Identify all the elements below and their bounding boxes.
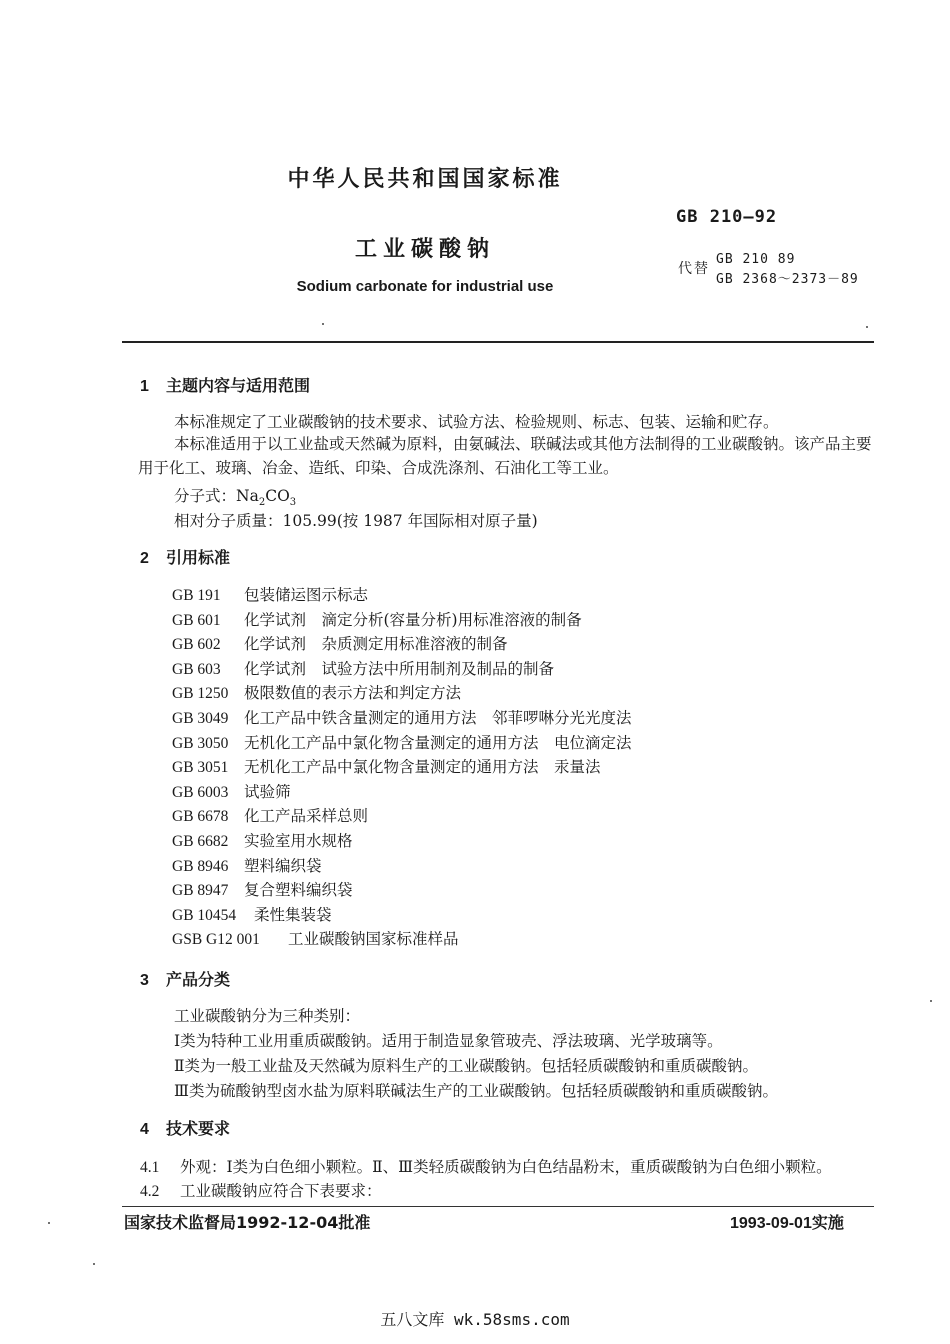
category-1: Ⅰ类为特种工业用重质碳酸钠。适用于制造显象管玻壳、浮法玻璃、光学玻璃等。 bbox=[174, 1032, 723, 1050]
reference-item bbox=[172, 927, 459, 949]
section-4-heading bbox=[140, 1116, 230, 1139]
formula-label: 分子式： bbox=[174, 487, 237, 505]
item-number: 4.1 bbox=[140, 1159, 160, 1176]
scan-speck bbox=[322, 323, 324, 325]
item-number: 4.2 bbox=[140, 1183, 160, 1200]
section-number: 3 bbox=[140, 972, 149, 989]
reference-title: 极限数值的表示方法和判定方法 bbox=[244, 684, 462, 703]
section-2-heading bbox=[140, 545, 230, 568]
reference-item bbox=[172, 780, 291, 802]
watermark: 五八文库 wk.58sms.com bbox=[380, 1310, 570, 1329]
replaced-standard-2: GB 2368～2373－89 bbox=[716, 272, 859, 287]
reference-title: 化工产品中铁含量测定的通用方法 邻菲啰啉分光光度法 bbox=[244, 709, 632, 727]
molecular-formula bbox=[174, 484, 296, 508]
reference-code: GB 8946 bbox=[172, 857, 229, 875]
reference-item bbox=[172, 608, 582, 630]
section-title: 技术要求 bbox=[166, 1119, 231, 1138]
approval-line: 国家技术监督局1992-12-04批准 bbox=[124, 1213, 371, 1232]
formula-sub-2: 2 bbox=[258, 497, 266, 509]
section-number: 2 bbox=[140, 550, 149, 567]
reference-title: 化工产品采样总则 bbox=[244, 807, 369, 826]
reference-item bbox=[172, 657, 554, 679]
header-divider bbox=[122, 341, 874, 343]
section-1-paragraph-1: 本标准规定了工业碳酸钠的技术要求、试验方法、检验规则、标志、包装、运输和贮存。 bbox=[174, 413, 779, 431]
reference-item bbox=[172, 804, 368, 826]
reference-item bbox=[172, 903, 332, 925]
reference-code: GB 3049 bbox=[172, 710, 229, 727]
section-title: 产品分类 bbox=[166, 970, 231, 989]
reference-title: 包装储运图示标志 bbox=[244, 586, 369, 604]
reference-item bbox=[172, 854, 322, 876]
effective-date: 1993-09-01实施 bbox=[730, 1215, 844, 1232]
item-text: 外观：Ⅰ类为白色细小颗粒。Ⅱ、Ⅲ类轻质碳酸钠为白色结晶粉末，重质碳酸钠为白色细小颗粒。 bbox=[180, 1158, 832, 1176]
item-text: 工业碳酸钠应符合下表要求： bbox=[180, 1182, 382, 1200]
scan-speck bbox=[930, 1000, 932, 1002]
replaced-standard-1: GB 210 89 bbox=[716, 252, 796, 267]
scan-speck bbox=[866, 326, 868, 328]
reference-code: GB 3050 bbox=[172, 734, 229, 752]
reference-item bbox=[172, 878, 353, 900]
formula-sub-3: 3 bbox=[289, 497, 297, 509]
section-1-heading bbox=[140, 373, 310, 396]
section-3-intro: 工业碳酸钠分为三种类别： bbox=[174, 1007, 361, 1025]
reference-code: GB 6682 bbox=[172, 833, 229, 850]
formula-na: Na bbox=[236, 487, 259, 505]
section-title: 主题内容与适用范围 bbox=[166, 376, 311, 395]
section-number: 4 bbox=[140, 1121, 149, 1138]
reference-code: GB 601 bbox=[172, 611, 221, 629]
reference-title: 化学试剂 滴定分析(容量分析)用标准溶液的制备 bbox=[244, 610, 582, 629]
footer-divider bbox=[122, 1206, 874, 1207]
reference-title: 化学试剂 试验方法中所用制剂及制品的制备 bbox=[244, 659, 555, 678]
reference-title: 塑料编织袋 bbox=[244, 856, 322, 875]
replaces-label: 代替 bbox=[678, 261, 710, 277]
item-4-1 bbox=[140, 1155, 832, 1177]
reference-item bbox=[172, 829, 353, 851]
reference-code: GB 191 bbox=[172, 587, 221, 604]
reference-title: 试验筛 bbox=[244, 782, 291, 801]
reference-code: GB 10454 bbox=[172, 906, 237, 924]
reference-code: GSB G12 001 bbox=[172, 931, 260, 949]
reference-title: 无机化工产品中氯化物含量测定的通用方法 电位滴定法 bbox=[244, 733, 632, 752]
reference-item bbox=[172, 632, 508, 654]
section-number: 1 bbox=[140, 378, 149, 395]
english-title: Sodium carbonate for industrial use bbox=[296, 278, 554, 295]
reference-title: 化学试剂 杂质测定用标准溶液的制备 bbox=[244, 635, 508, 654]
reference-item bbox=[172, 681, 461, 703]
category-2: Ⅱ类为一般工业盐及天然碱为原料生产的工业碳酸钠。包括轻质碳酸钠和重质碳酸钠。 bbox=[174, 1057, 759, 1075]
section-title: 引用标准 bbox=[166, 548, 231, 567]
item-4-2 bbox=[140, 1179, 382, 1201]
scan-speck bbox=[48, 1222, 50, 1224]
reference-title: 无机化工产品中氯化物含量测定的通用方法 汞量法 bbox=[244, 758, 601, 777]
reference-item bbox=[172, 755, 601, 777]
reference-item bbox=[172, 706, 632, 728]
standard-number: GB 210—92 bbox=[676, 207, 778, 227]
reference-code: GB 6678 bbox=[172, 808, 229, 826]
reference-item bbox=[172, 583, 368, 605]
reference-code: GB 602 bbox=[172, 636, 221, 654]
reference-item bbox=[172, 731, 632, 753]
reference-code: GB 3051 bbox=[172, 759, 229, 777]
scan-speck bbox=[93, 1263, 95, 1265]
section-3-heading bbox=[140, 967, 230, 990]
reference-code: GB 1250 bbox=[172, 685, 229, 703]
reference-title: 复合塑料编织袋 bbox=[244, 881, 353, 900]
section-1-paragraph-2: 本标准适用于以工业盐或天然碱为原料，由氨碱法、联碱法或其他方法制得的工业碳酸钠。该产品主要用于化工、玻璃、冶金、造纸、印染、合成洗涤剂、石油化工等工业。 bbox=[138, 435, 872, 477]
national-standard-title: 中华人民共和国国家标准 bbox=[287, 167, 563, 192]
reference-code: GB 8947 bbox=[172, 882, 229, 900]
reference-title: 柔性集装袋 bbox=[254, 905, 332, 924]
formula-co: CO bbox=[265, 487, 290, 505]
reference-code: GB 603 bbox=[172, 660, 221, 678]
molecular-mass: 相对分子质量：105.99(按 1987 年国际相对原子量) bbox=[174, 512, 538, 530]
reference-title: 实验室用水规格 bbox=[244, 832, 353, 850]
document-title: 工业碳酸钠 bbox=[354, 237, 495, 262]
reference-title: 工业碳酸钠国家标准样品 bbox=[288, 930, 459, 949]
reference-code: GB 6003 bbox=[172, 783, 229, 801]
category-3: Ⅲ类为硫酸钠型卤水盐为原料联碱法生产的工业碳酸钠。包括轻质碳酸钠和重质碳酸钠。 bbox=[174, 1082, 778, 1100]
